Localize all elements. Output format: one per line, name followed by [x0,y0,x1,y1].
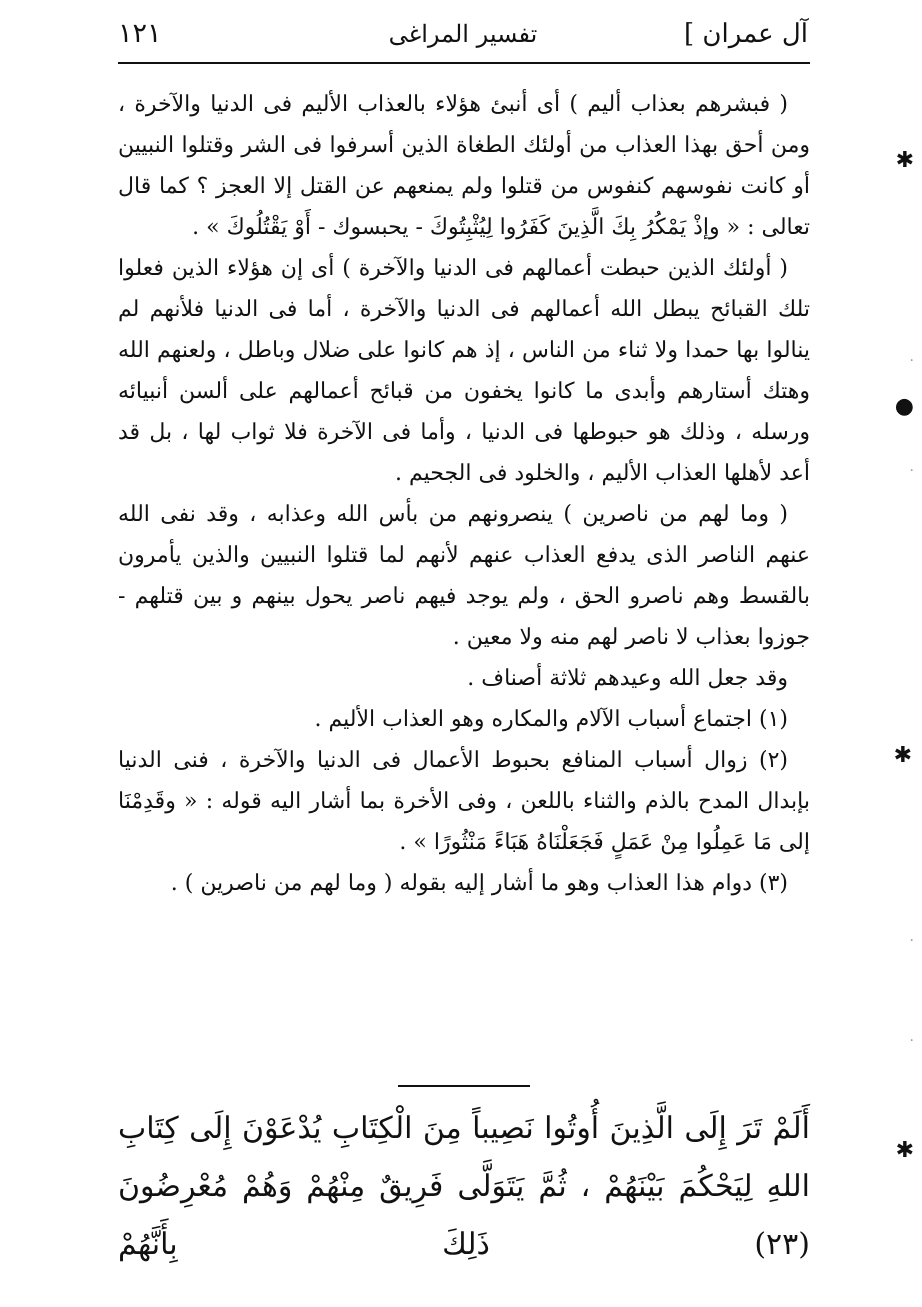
quran-verse: أَلَمْ تَرَ إِلَى الَّذِينَ أُوتُوا نَصِيباً مِنَ الْكِتَابِ يُدْعَوْنَ إِلَى كِتَابِ اللهِ لِيَحْكُمَ بَيْنَهُمْ ، ثُمَّ يَتَوَلَّى فَرِيقٌ مِنْهُمْ وَهُمْ مُعْرِضُونَ (٢٣) ذَلِكَ بِأَنَّهُمْ [118,1111,810,1262]
page-number: ١٢١ [118,18,162,49]
paragraph-1: ( فبشرهم بعذاب أليم ) أى أنبئ هؤلاء بالعذاب الأليم فى الدنيا والآخرة ، ومن أحق بهذا العذاب من أولئك الطغاة الذين أسرفوا فى الشر وقتلوا النبيين أو كانت نفوسهم كنفوس من قتلوا ولم يمنعهم عن القتل إلا العجز ؟ كما قال تعالى : « وإذْ يَمْكُرُ بِكَ الَّذِينَ كَفَرُوا لِيُثْبِتُوكَ - يحبسوك - أَوْ يَقْتُلُوكَ » . [118,92,810,240]
paragraph-3: ( وما لهم من ناصرين ) ينصرونهم من بأس الله وعذابه ، وقد نفى الله عنهم الناصر الذى يدفع العذاب عنهم لأنهم لما قتلوا النبيين والذين يأمرون بالقسط وهم ناصرو الحق ، ولم يوجد فيهم ناصر يحول بينهم و بين قتلهم - جوزوا بعذاب لا ناصر لهم منه ولا معين . [118,502,810,650]
commentary-text [118,84,810,904]
margin-dot-mark: · [909,353,914,369]
margin-ink-mark: ✱ [893,743,912,768]
surah-name: آل عمران ] [684,19,808,49]
list-item-1: (١) اجتماع أسباب الآلام والمكاره وهو العذاب الأليم . [314,707,788,732]
margin-dot-mark: · [909,463,914,479]
list-item-2: (٢) زوال أسباب المنافع بحبوط الأعمال فى الدنيا والآخرة ، فنى الدنيا بإبدال المدح بالذم والثناء باللعن ، وفى الأخرة بما أشار اليه قوله : « وقَدِمْنَا إلى مَا عَمِلُوا مِنْ عَمَلٍ فَجَعَلْنَاهُ هَبَاءً مَنْثُورًا » . [118,748,810,855]
list-item-3: (٣) دوام هذا العذاب وهو ما أشار إليه بقوله ( وما لهم من ناصرين ) . [170,871,788,896]
margin-ink-mark: ✱ [895,1138,914,1163]
paragraph-4: وقد جعل الله وعيدهم ثلاثة أصناف . [467,666,788,691]
margin-ink-mark: ● [894,394,914,419]
paragraph-2: ( أولئك الذين حبطت أعمالهم فى الدنيا والآخرة ) أى إن هؤلاء الذين فعلوا تلك القبائح يبطل الله أعمالهم فى الدنيا والآخرة ، أما فى الدنيا فلأنهم لم ينالوا بها حمدا ولا ثناء من الناس ، إذ هم كانوا على ضلال وباطل ، ولعنهم الله وهتك أستارهم وأبدى ما كانوا يخفون من قبائح أعمالهم على ألسن أنبيائه ورسله ، وذلك هو حبوطها فى الدنيا ، وأما فى الآخرة فلا ثواب لها ، بل قد أعد لأهلها العذاب الأليم ، والخلود فى الجحيم . [118,256,810,486]
book-title: تفسير المراغى [388,20,538,48]
page-header [118,12,808,60]
margin-ink-mark: ✱ [895,148,914,173]
header-rule [118,62,810,64]
verse-separator [398,1085,530,1087]
margin-dot-mark: · [909,1033,914,1049]
margin-dot-mark: · [909,933,914,949]
